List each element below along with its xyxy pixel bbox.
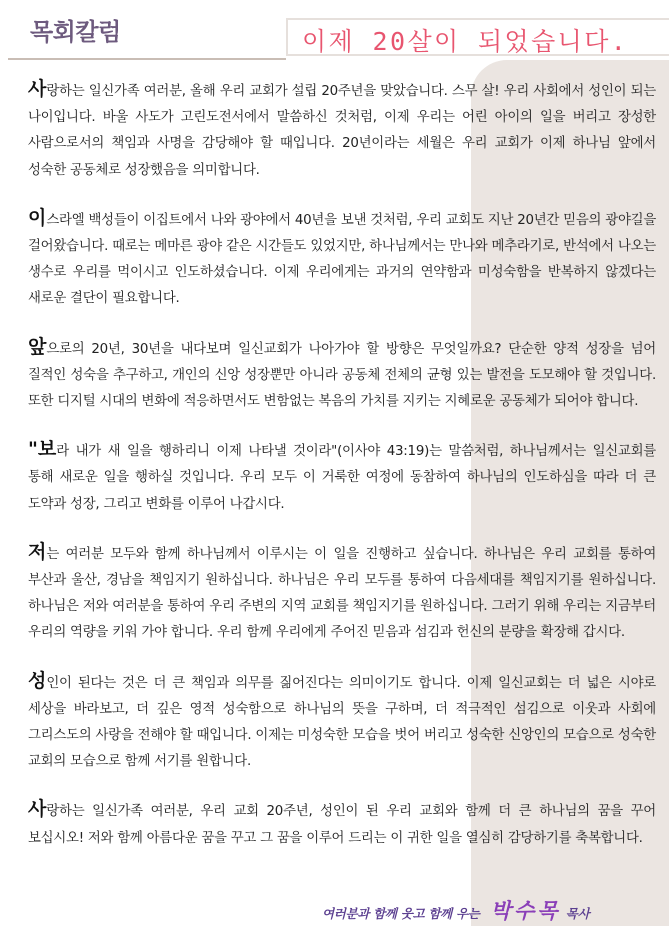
paragraph-text: 인이 된다는 것은 더 큰 책임과 의무를 짊어진다는 의미이기도 합니다. 이제 일신교회는 더 넓은 시야로 세상을 바라보고, 더 깊은 영적 성숙함으로 하나님의 뜻을 구하며, 더 적극적인 섬김으로 이웃과 사회에 그리스도의 사랑을 전해야 할 때입니다. 이제는 미성숙한 모습을 벗어 버리고 성숙한 신앙인의 모습으로 성숙한 교회의 모습으로 함께 서기를 원합니다. bbox=[28, 675, 656, 770]
header bbox=[0, 0, 671, 60]
signature-role: 목사 bbox=[565, 906, 590, 921]
page-title: 이제 20살이 되었습니다. bbox=[302, 27, 629, 56]
paragraph-lead: 저 bbox=[28, 540, 47, 563]
paragraph-text: 랑하는 일신가족 여러분, 올해 우리 교회가 설립 20주년을 맞았습니다. 스무 살! 우리 사회에서 성인이 되는 나이입니다. 바울 사도가 고린도전서에서 말씀하신 것처럼, 이제 우리는 어린 아이의 일을 버리고 장성한 사람으로서의 책임과 사명을 감당해야 할 때입니다. 20년이라는 세월은 우리 교회가 이제 하나님 앞에서 성숙한 공동체로 성장했음을 의미합니다. bbox=[28, 84, 656, 178]
signature-name: 박수목 bbox=[490, 899, 561, 923]
column-label: 목회칼럼 bbox=[30, 18, 121, 46]
paragraph-text: 랑하는 일신가족 여러분, 우리 교회 20주년, 성인이 된 우리 교회와 함께 더 큰 하나님의 꿈을 꾸어 보십시오! 저와 함께 아름다운 꿈을 꾸고 그 꿈을 이루어 드리는 이 귀한 일을 열심히 감당하기를 축복합니다. bbox=[28, 804, 656, 846]
signature bbox=[322, 895, 642, 925]
paragraph-3 bbox=[28, 334, 656, 416]
paragraph-1 bbox=[28, 76, 656, 184]
paragraph-lead: 사 bbox=[28, 78, 47, 100]
paragraph-lead: 사 bbox=[28, 798, 47, 821]
paragraph-6 bbox=[28, 668, 656, 776]
paragraph-text: 으로의 20년, 30년을 내다보며 일신교회가 나아가야 할 방향은 무엇일까요? 단순한 양적 성장을 넘어 질적인 성숙을 추구하고, 개인의 신앙 성장뿐만 아니라 공동체 전체의 균형 있는 발전을 도모해야 할 것입니다. 또한 디지털 시대의 변화에 적응하면서도 변함없는 복음의 가치를 지키는 지혜로운 공동체가 되어야 합니다. bbox=[28, 341, 656, 410]
paragraph-text: 라 내가 새 일을 행하리니 이제 나타낼 것이라"(이사야 43:19)는 말씀처럼, 하나님께서는 일신교회를 통해 새로운 일을 행하실 것입니다. 우리 모두 이 거룩한 여정에 동참하여 하나님의 인도하심을 따라 더 큰 도약과 성장, 그리고 변화를 이루어 나갑시다. bbox=[28, 444, 656, 512]
paragraph-2 bbox=[28, 205, 656, 313]
paragraph-text: 스라엘 백성들이 이집트에서 나와 광야에서 40년을 보낸 것처럼, 우리 교회도 지난 20년간 믿음의 광야길을 걸어왔습니다. 때로는 메마른 광야 같은 시간들도 있었지만, 하나님께서는 만나와 메추라기로, 반석에서 나오는 생수로 우리를 먹이시고 인도하셨습니다. 이제 우리에게는 과거의 연약함과 미성숙함을 반복하지 않겠다는 새로운 결단이 필요합니다. bbox=[28, 212, 656, 307]
title-box bbox=[286, 18, 669, 56]
paragraph-lead: "보 bbox=[28, 438, 57, 461]
paragraph-lead: 이 bbox=[28, 206, 47, 229]
signature-phrase: 여러분과 함께 웃고 함께 우는 bbox=[322, 906, 480, 921]
paragraph-7 bbox=[28, 796, 656, 851]
paragraph-lead: 앞 bbox=[28, 335, 47, 358]
header-divider bbox=[8, 58, 286, 60]
paragraph-4 bbox=[28, 436, 656, 518]
paragraph-lead: 성 bbox=[28, 669, 47, 692]
paragraph-text: 는 여러분 모두와 함께 하나님께서 이루시는 이 일을 진행하고 싶습니다. 하나님은 우리 교회를 통하여 부산과 울산, 경남을 책임지기 원하십니다. 하나님은 우리 모두를 통하여 다음세대를 책임지기를 원하십니다. 하나님은 저와 여러분을 통하여 우리 주변의 지역 교회를 책임지기를 원하십니다. 그러기 위해 우리는 지금부터 우리의 역량을 키워 가야 합니다. 우리 함께 우리에게 주어진 믿음과 섬김과 헌신의 분량을 확장해 갑시다. bbox=[28, 546, 656, 641]
column-body bbox=[28, 76, 656, 873]
paragraph-5 bbox=[28, 539, 656, 647]
